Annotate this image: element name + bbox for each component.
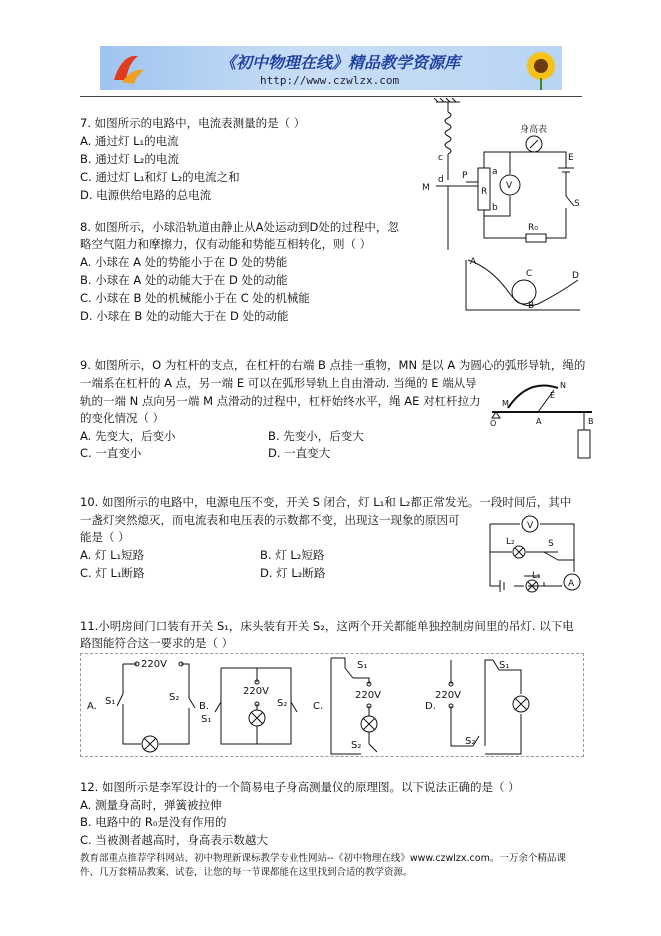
fig8-label-b: B	[528, 301, 535, 311]
s2-label-d: S₂	[465, 736, 476, 747]
q7-option-d: D. 电源供给电路的总电流	[80, 188, 212, 202]
fig9-label-e: E	[550, 391, 556, 400]
q9-option-b: B. 先变小，后变大	[268, 429, 364, 443]
fig8-label-a: A	[470, 257, 477, 267]
q9-stem-line4: 的变化情况（ ）	[80, 411, 165, 425]
banner-title: 《初中物理在线》精品教学资源库	[220, 53, 461, 72]
header-rule	[80, 96, 582, 97]
q8-option-b: B. 小球在 A 处的动能大于在 D 处的动能	[80, 273, 288, 287]
q11-circuit-options	[81, 654, 583, 756]
q8-stem-line2: 略空气阻力和摩擦力，仅有动能和势能互相转化，则（ ）	[80, 237, 372, 251]
footer-line2: 件、几万套精品教案、试卷，让您的每一节课都能在这里找到合适的教学资源。	[80, 867, 413, 878]
q12-option-c: C. 当被测者越高时，身高表示数越大	[80, 833, 268, 847]
option-label-a: A.	[87, 701, 97, 712]
fig12-label-p: P	[462, 171, 468, 181]
q10-stem-line3: 能是（ ）	[80, 530, 130, 544]
q9-stem-line1: 9. 如图所示，O 为杠杆的支点，在杠杆的右端 B 点挂一重物，MN 是以 A 为圆心的弧形导轨，绳的	[80, 358, 586, 372]
s1-label-d: S₁	[499, 660, 510, 671]
fig9-label-b: B	[588, 417, 594, 426]
s1-label-a: S₁	[105, 696, 116, 707]
q12-option-b: B. 电路中的 R₀是没有作用的	[80, 815, 227, 829]
option-label-c: C.	[313, 701, 324, 712]
fig12-label-d: d	[438, 175, 444, 185]
s2-label-a: S₂	[169, 692, 180, 703]
footer-line1: 教育部重点推荐学科网站、初中物理新课标教学专业性网站--《初中物理在线》www.czwlzx.com。一万余个精品课	[80, 853, 566, 864]
fig10-l1-label: L₁	[532, 571, 541, 581]
header-banner	[100, 46, 562, 90]
fig12-voltmeter-label: V	[506, 181, 513, 191]
q12-stem: 12. 如图所示是李军设计的一个简易电子身高测量仪的原理图。以下说法正确的是（ ）	[80, 780, 520, 794]
q7-stem: 7. 如图所示的电路中，电流表测量的是（ ）	[80, 116, 306, 130]
voltage-label-d: 220V	[435, 690, 461, 701]
fig10-ammeter-label: A	[568, 579, 575, 589]
q10-option-c: C. 灯 L₁断路	[80, 566, 145, 580]
q9-option-a: A. 先变大，后变小	[80, 429, 176, 443]
fig8-label-c: C	[526, 269, 533, 279]
q7-option-a: A. 通过灯 L₁的电流	[80, 134, 179, 148]
s2-label-b: S₂	[277, 698, 288, 709]
banner-url[interactable]: http://www.czwlzx.com	[260, 74, 400, 87]
fig12-label-c: c	[438, 153, 443, 163]
q8-option-c: C. 小球在 B 处的机械能小于在 C 处的机械能	[80, 291, 310, 305]
q10-option-d: D. 灯 L₂断路	[260, 566, 326, 580]
sunflower-icon	[520, 46, 562, 90]
q11-options-box	[80, 653, 584, 757]
fig12-label-s: S	[574, 199, 580, 209]
fig9-label-m: M	[502, 399, 509, 408]
q11-stem-line1: 11.小明房间门口装有开关 S₁，床头装有开关 S₂，这两个开关都能单独控制房间里的吊灯. 以下电	[80, 619, 574, 633]
q12-option-a: A. 测量身高时，弹簧被拉伸	[80, 798, 222, 812]
q8-stem-line1: 8. 如图所示，小球沿轨道由静止从A处运动到D处的过程中，忽	[80, 220, 399, 234]
s1-label-c: S₁	[357, 660, 368, 671]
q10-stem-line2: 一盏灯突然熄灭，而电流表和电压表的示数都不变，出现这一现象的原因可	[80, 513, 460, 527]
voltage-label-c: 220V	[355, 690, 381, 701]
fig12-label-r0: R₀	[528, 223, 538, 233]
fig12-meter-label: 身高表	[520, 125, 548, 135]
q7-option-c: C. 通过灯 L₁和灯 L₂的电流之和	[80, 170, 240, 184]
lever-figure	[488, 368, 600, 464]
fig12-label-e: E	[568, 153, 574, 163]
q7-option-b: B. 通过灯 L₂的电流	[80, 152, 179, 166]
option-label-b: B.	[199, 701, 210, 712]
q9-option-c: C. 一直变小	[80, 446, 142, 460]
fig12-label-b: b	[492, 203, 498, 213]
fig8-label-d: D	[572, 271, 579, 281]
fig12-label-r: R	[481, 187, 488, 197]
q10-option-b: B. 灯 L₂短路	[260, 548, 325, 562]
q9-stem-line3: 轨的一端 N 点向另一端 M 点滑动的过程中，杠杆始终水平，绳 AE 对杠杆拉力	[80, 394, 481, 408]
q8-option-d: D. 小球在 B 处的动能大于在 D 处的动能	[80, 309, 289, 323]
track-figure	[462, 254, 586, 314]
q9-option-d: D. 一直变大	[268, 446, 331, 460]
fig9-label-n: N	[560, 381, 566, 390]
fig10-l2-label: L₂	[506, 537, 515, 547]
height-meter-circuit-figure	[416, 98, 588, 250]
option-label-d: D.	[425, 701, 436, 712]
q9-stem-line2: 一端系在杠杆的 A 点，另一端 E 可以在弧形导轨上自由滑动. 当绳的 E 端从导	[80, 376, 477, 390]
fig12-label-m: M	[422, 183, 430, 193]
s2-label-c: S₂	[351, 740, 362, 751]
q10-stem-line1: 10. 如图所示的电路中，电源电压不变，开关 S 闭合，灯 L₁和 L₂都正常发光。一段时间后，其中	[80, 495, 572, 509]
voltage-label-b: 220V	[243, 686, 269, 697]
q8-option-a: A. 小球在 A 处的势能小于在 D 处的势能	[80, 255, 288, 269]
fig9-label-o: O	[490, 419, 497, 428]
s1-label-b: S₁	[201, 714, 212, 725]
voltage-label-a: 220V	[141, 659, 167, 670]
fig10-s-label: S	[548, 539, 554, 549]
logo-icon	[108, 50, 148, 86]
fig9-label-a: A	[536, 417, 542, 426]
q10-circuit-figure	[484, 514, 584, 606]
footer	[80, 852, 580, 880]
fig10-voltmeter-label: V	[527, 521, 534, 531]
fig12-label-a: a	[492, 167, 498, 177]
q11-stem-line2: 路图能符合这一要求的是（ ）	[80, 636, 234, 650]
q10-option-a: A. 灯 L₁短路	[80, 548, 145, 562]
